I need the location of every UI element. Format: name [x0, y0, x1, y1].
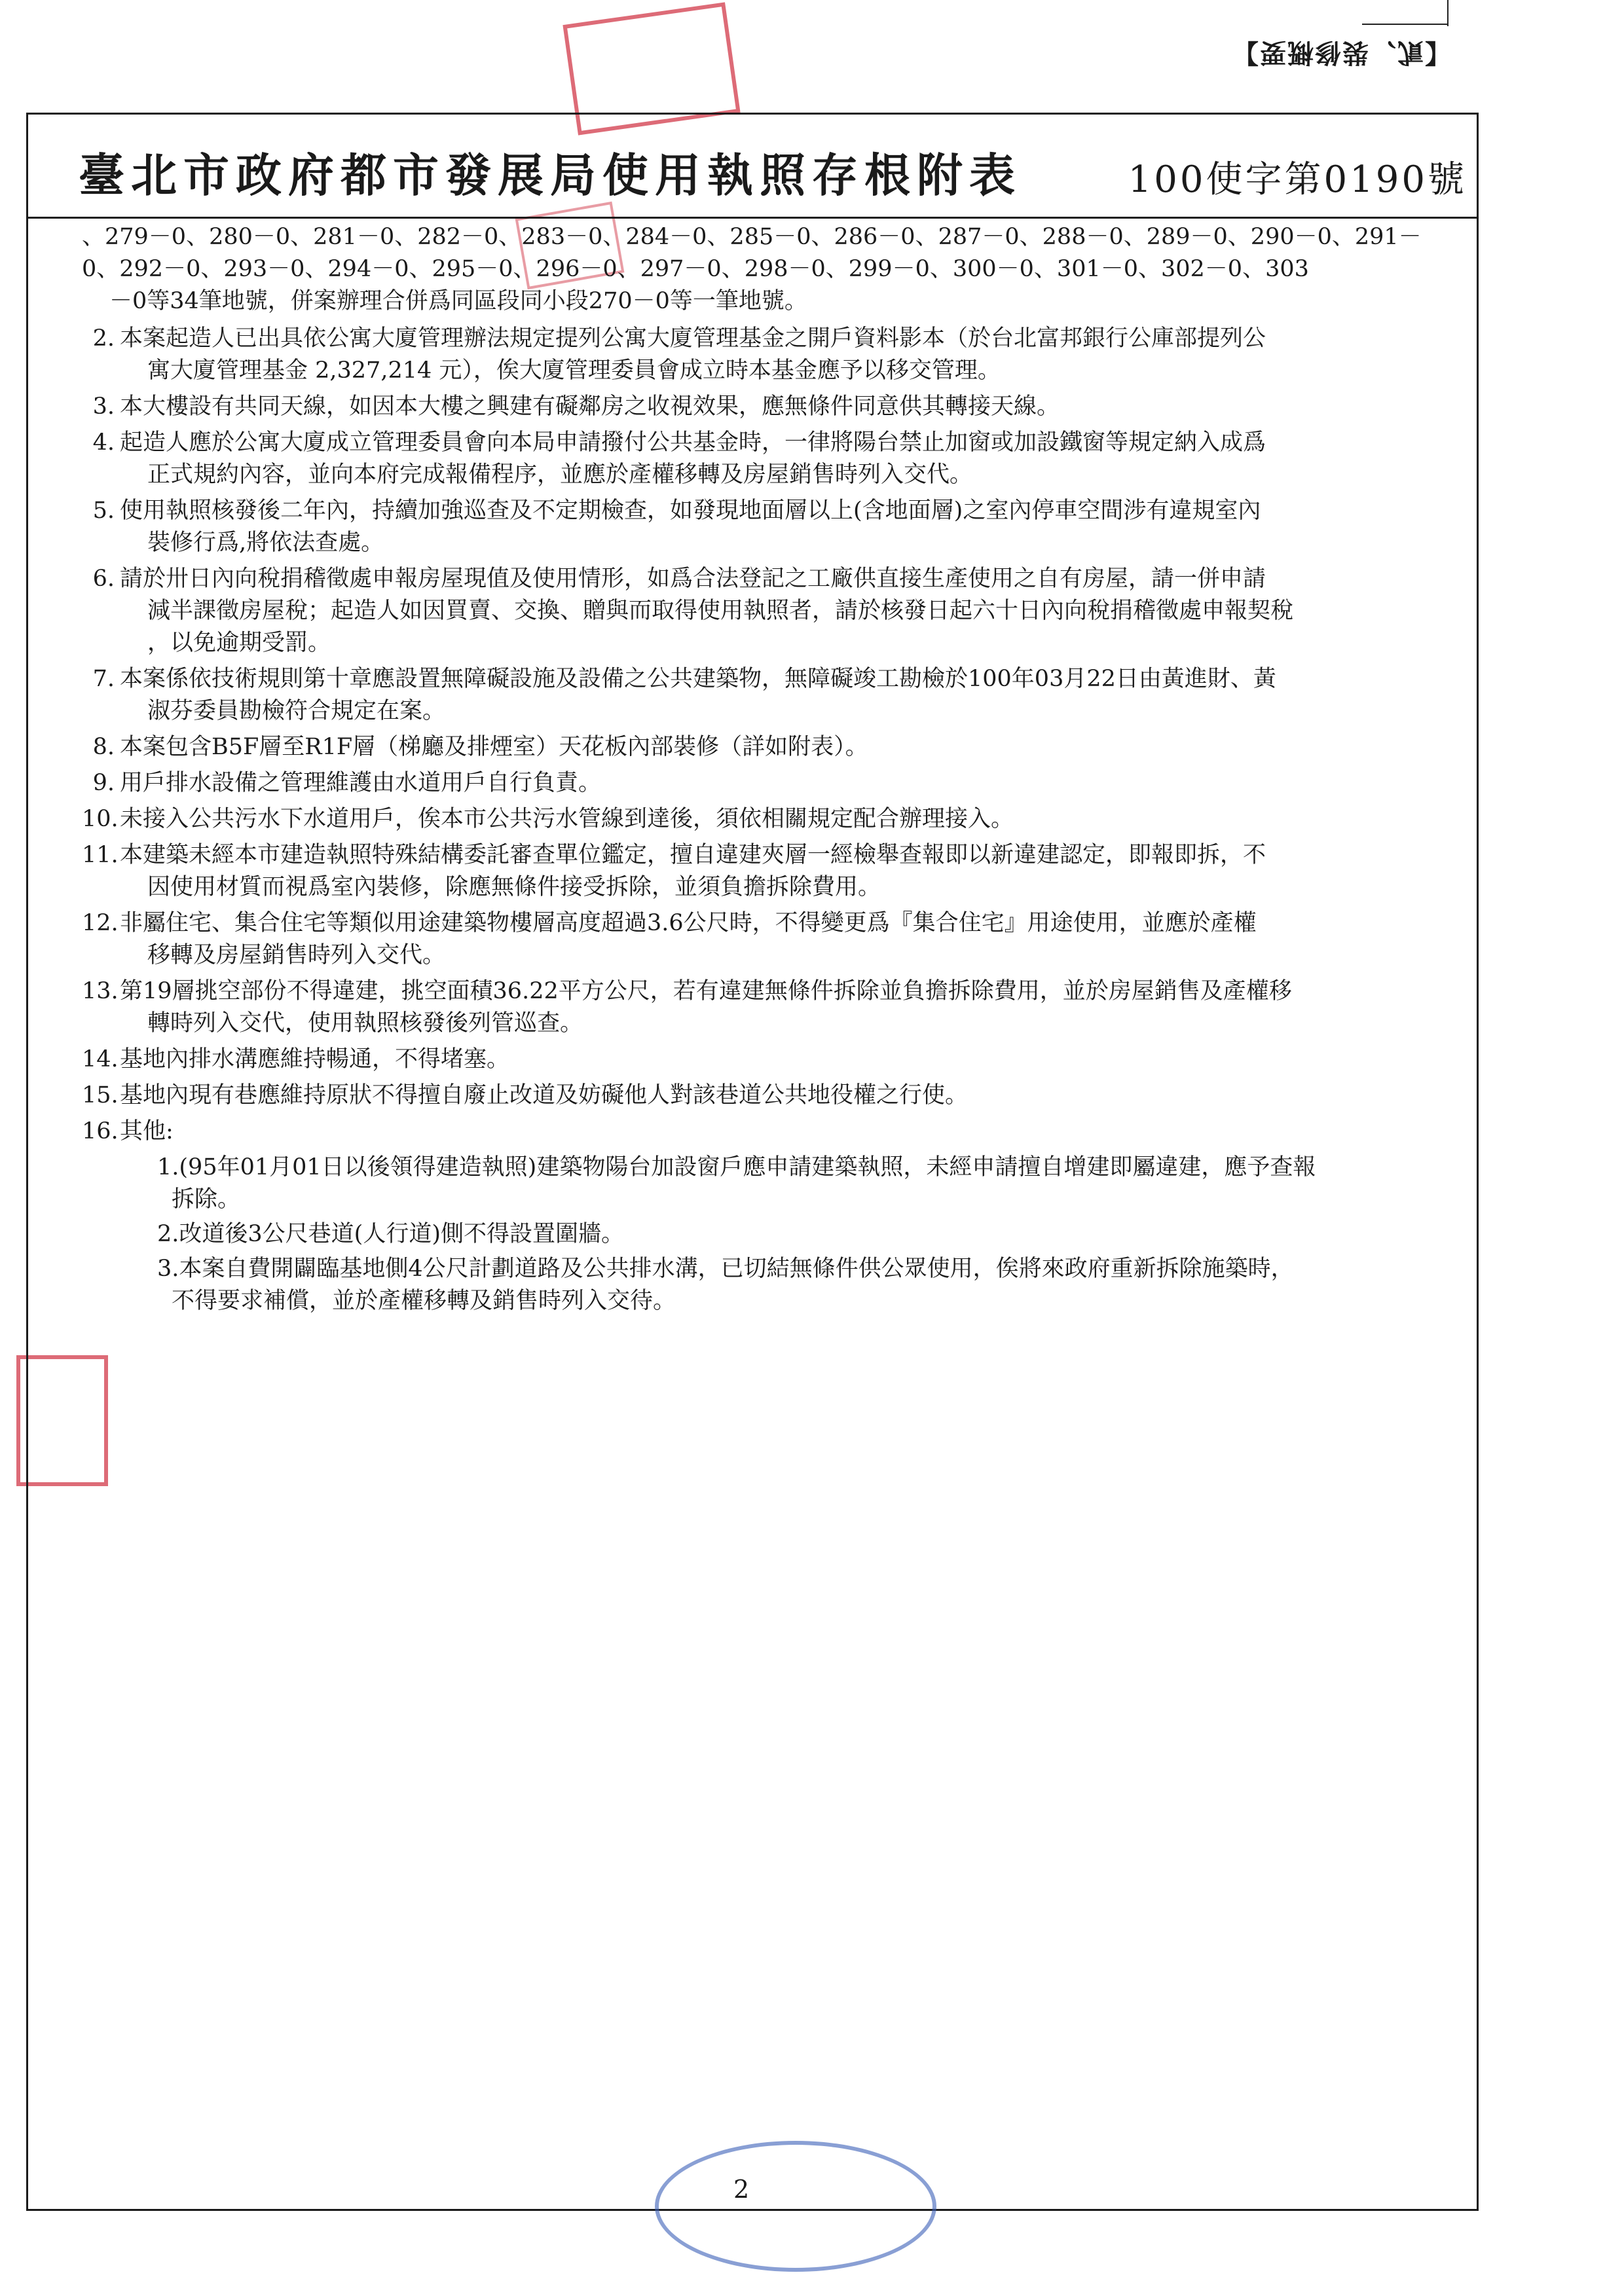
item-number: 2.: [92, 325, 115, 352]
sub-list: [82, 1152, 1464, 1317]
item-text-line: 寓大廈管理基金 2,327,214 元），俟大廈管理委員會成立時本基金應予以移交管理。: [147, 357, 1001, 384]
item-text-line: 用戶排水設備之管理維護由水道用戶自行負責。: [120, 770, 602, 796]
item-number: 10.: [82, 806, 119, 832]
corner-mark: [1447, 0, 1449, 26]
sub-item: [82, 1218, 1464, 1250]
item-text-line: 本大樓設有共同天線，如因本大樓之興建有礙鄰房之收視效果，應無條件同意供其轉接天線。: [120, 393, 1060, 420]
item-number: 8.: [92, 734, 115, 760]
item-text-line: 裝修行爲,將依法查處。: [147, 530, 384, 556]
page-number: 2: [733, 2175, 750, 2204]
list-item: [82, 839, 1464, 903]
item-number: 14.: [82, 1046, 119, 1072]
list-item: [82, 323, 1464, 387]
sub-item-text-line: 1.(95年01月01日以後領得建造執照)建築物陽台加設窗戶應申請建築執照，未經申請擅自增建即屬違建，應予查報: [157, 1154, 1316, 1180]
list-item: [82, 427, 1464, 491]
item-text-line: 使用執照核發後二年內，持續加強巡查及不定期檢查，如發現地面層以上(含地面層)之室內停車空間涉有違規室內: [120, 498, 1261, 524]
corner-mark-horizontal: [1362, 24, 1449, 25]
item-text-line: 本建築未經本市建造執照特殊結構委託審查單位鑑定，擅自違建夾層一經檢舉查報即以新違建認定，即報即拆，不: [120, 842, 1266, 868]
item-text-line: 本案包含B5F層至R1F層（梯廳及排煙室）天花板內部裝修（詳如附表）。: [120, 734, 868, 760]
sub-item-text-line: 2.改道後3公尺巷道(人行道)側不得設置圍牆。: [157, 1221, 624, 1247]
document-body: [82, 221, 1464, 1320]
list-item: [82, 391, 1464, 423]
permit-number: 100使字第0190號: [1128, 158, 1467, 201]
numbered-list: [82, 323, 1464, 1148]
list-item: [82, 495, 1464, 559]
item-text-line: 起造人應於公寓大廈成立管理委員會向本局申請撥付公共基金時，一律將陽台禁止加窗或加設鐵窗等規定納入成爲: [120, 429, 1266, 456]
list-item: [82, 663, 1464, 727]
item-text-line: 本案係依技術規則第十章應設置無障礙設施及設備之公共建築物，無障礙竣工勘檢於100年03月22日由黃進財、黃: [120, 666, 1276, 692]
list-item: [82, 731, 1464, 763]
blue-seal-stamp: [655, 2141, 936, 2272]
item-number: 13.: [82, 978, 119, 1004]
list-item: [82, 1044, 1464, 1076]
list-item: [82, 767, 1464, 799]
item-number: 5.: [92, 498, 115, 524]
item-text-line: 基地內現有巷應維持原狀不得擅自廢止改道及妨礙他人對該巷道公共地役權之行使。: [120, 1082, 969, 1108]
list-item: [82, 1080, 1464, 1112]
item-number: 16.: [82, 1118, 119, 1144]
sub-item-text-line: 3.本案自費開闢臨基地側4公尺計劃道路及公共排水溝，已切結無條件供公眾使用，俟將來政府重新拆除施築時，: [157, 1256, 1294, 1282]
text-line: －0等34筆地號，併案辦理合併爲同區段同小段270－0等一筆地號。: [109, 288, 807, 314]
item-text-line: 因使用材質而視爲室內裝修，除應無條件接受拆除，並須負擔拆除費用。: [147, 874, 881, 900]
item-text-line: 移轉及房屋銷售時列入交代。: [147, 942, 446, 968]
sub-item: [82, 1152, 1464, 1216]
item-number: 9.: [92, 770, 115, 796]
section-tag: 【貳、裝修概要】: [1231, 37, 1451, 67]
item-text-line: 請於卅日內向稅捐稽徵處申報房屋現值及使用情形，如爲合法登記之工廠供直接生產使用之自有房屋，請一併申請: [120, 566, 1266, 592]
list-item: [82, 803, 1464, 835]
item-text-line: 淑芬委員勘檢符合規定在案。: [147, 698, 446, 724]
text-line: 、279－0、280－0、281－0、282－0、283－0、284－0、285－0、286－0、287－0、288－0、289－0、290－0、291－: [82, 224, 1422, 250]
continuation-paragraph: [82, 221, 1464, 318]
item-text-line: 未接入公共污水下水道用戶，俟本市公共污水管線到達後，須依相關規定配合辦理接入。: [120, 806, 1014, 832]
text-line: 0、292－0、293－0、294－0、295－0、296－0、297－0、298－0、299－0、300－0、301－0、302－0、303: [82, 256, 1309, 282]
sub-item: [82, 1253, 1464, 1317]
item-text-line: ，以免逾期受罰。: [147, 630, 331, 656]
item-text-line: 正式規約內容，並向本府完成報備程序，並應於產權移轉及房屋銷售時列入交代。: [147, 462, 973, 488]
item-number: 7.: [92, 666, 115, 692]
item-number: 15.: [82, 1082, 119, 1108]
list-item: [82, 907, 1464, 972]
sub-item-text-line: 拆除。: [172, 1186, 241, 1212]
item-number: 11.: [82, 842, 119, 868]
item-text-line: 本案起造人已出具依公寓大廈管理辦法規定提列公寓大廈管理基金之開戶資料影本（於台北富邦銀行公庫部提列公: [120, 325, 1266, 352]
item-text-line: 轉時列入交代，使用執照核發後列管巡查。: [147, 1010, 583, 1036]
sub-item-text-line: 不得要求補償，並於產權移轉及銷售時列入交待。: [172, 1288, 676, 1314]
item-number: 4.: [92, 429, 115, 456]
list-item: [82, 563, 1464, 659]
item-text-line: 基地內排水溝應維持暢通，不得堵塞。: [120, 1046, 510, 1072]
item-number: 6.: [92, 566, 115, 592]
document-header: [26, 113, 1479, 219]
item-text-line: 非屬住宅、集合住宅等類似用途建築物樓層高度超過3.6公尺時，不得變更爲『集合住宅』用途使用，並應於產權: [120, 910, 1257, 936]
item-number: 12.: [82, 910, 119, 936]
list-item: [82, 975, 1464, 1040]
item-number: 3.: [92, 393, 115, 420]
list-item: [82, 1116, 1464, 1148]
item-text-line: 第19層挑空部份不得違建，挑空面積36.22平方公尺，若有違建無條件拆除並負擔拆除費用，並於房屋銷售及產權移: [120, 978, 1292, 1004]
item-text-line: 其他:: [120, 1118, 174, 1144]
item-text-line: 減半課徵房屋稅；起造人如因買賣、交換、贈與而取得使用執照者，請於核發日起六十日內向稅捐稽徵處申報契稅: [147, 598, 1294, 624]
page-title: 臺北市政府都市發展局使用執照存根附表: [79, 149, 1022, 202]
